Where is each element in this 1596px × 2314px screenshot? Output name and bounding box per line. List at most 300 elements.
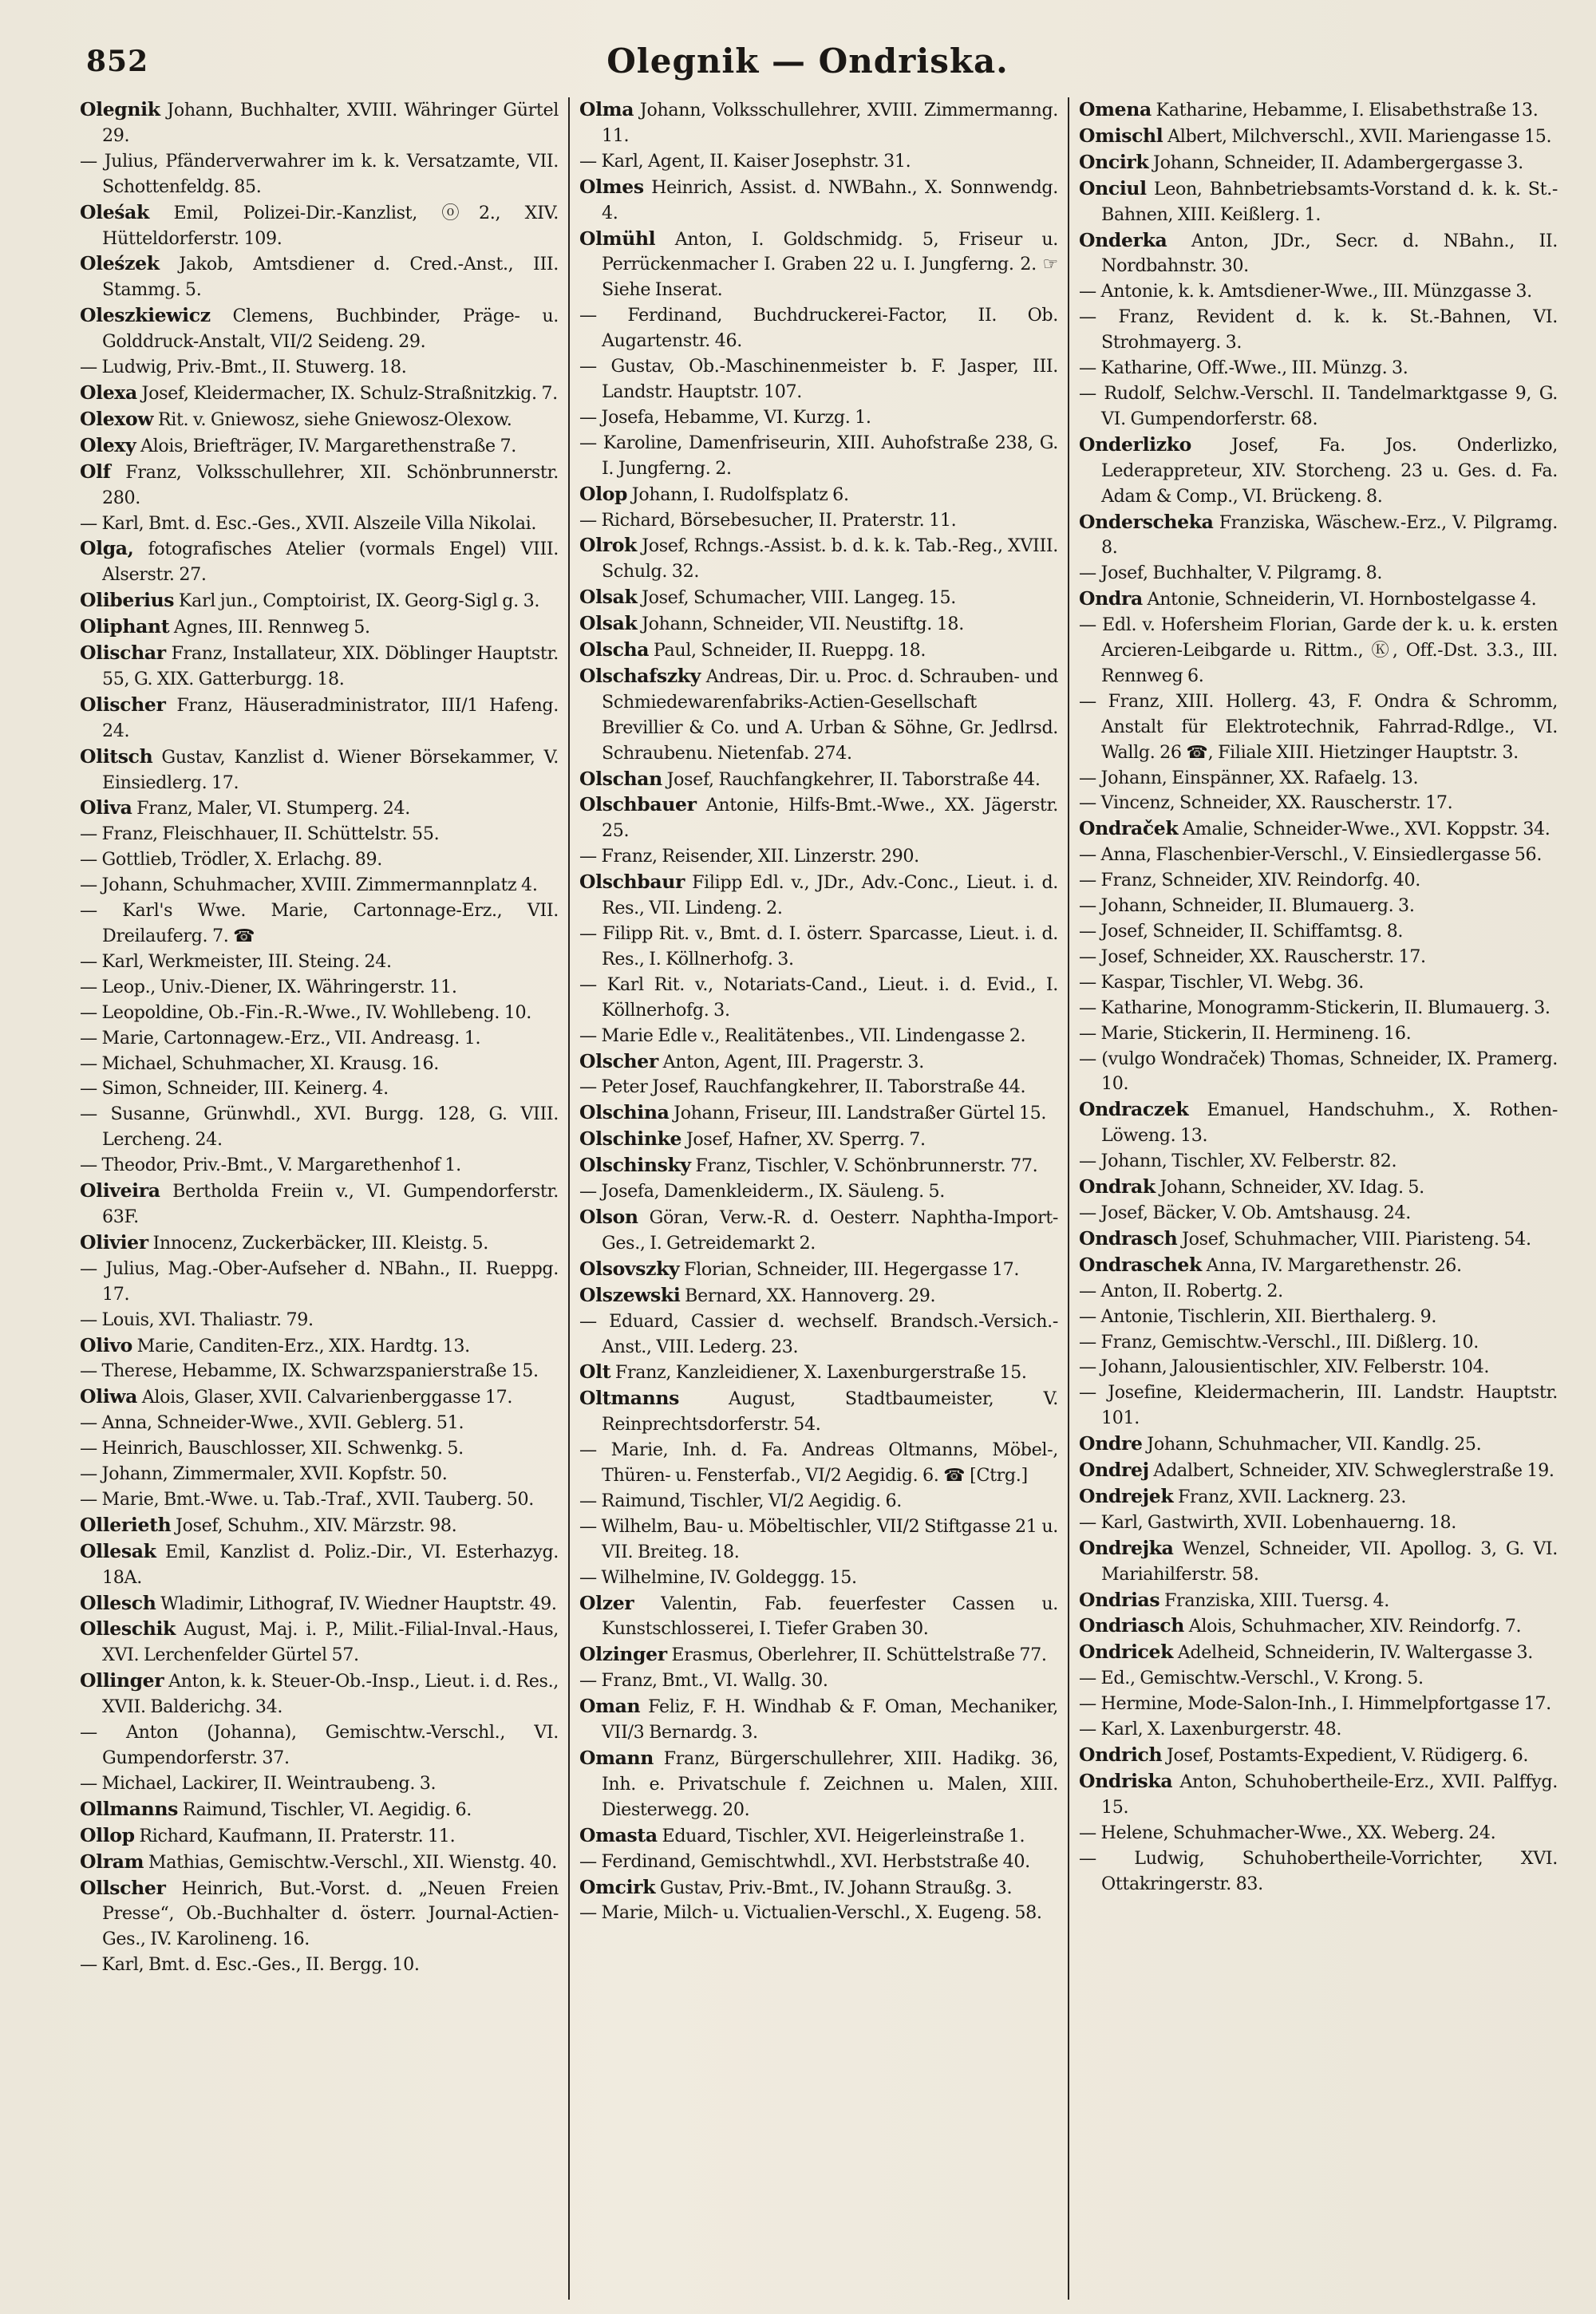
entry-text: Heinrich, But.-Vorst. d. „Neuen Freien Presse“, Ob.-Buchhalter d. österr. Journal-Actien-Ges., IV. Karolineng. 16. <box>102 1878 559 1950</box>
directory-entry <box>80 898 559 950</box>
entry-surname: Olschan <box>579 767 662 790</box>
entry-text: Josef, Schuhm., XIV. Märzstr. 98. <box>171 1514 457 1536</box>
directory-entry <box>80 588 559 614</box>
directory-entry <box>1079 1097 1558 1149</box>
entry-surname: Olram <box>80 1850 144 1873</box>
entry-text: Jakob, Amtsdiener d. Cred.-Anst., III. Stammg. 5. <box>102 254 559 301</box>
directory-entry <box>579 1901 1058 1926</box>
directory-entry <box>80 1333 559 1360</box>
directory-entry <box>579 1489 1058 1514</box>
directory-entry <box>1079 1330 1558 1356</box>
entry-text: — Susanne, Grünwhdl., XVI. Burgg. 128, G. VIII. Lercheng. 24. <box>80 1104 559 1151</box>
directory-entry <box>1079 868 1558 894</box>
entry-text: Amalie, Schneider-Wwe., XVI. Koppstr. 34. <box>1178 819 1551 840</box>
directory-entry <box>80 1876 559 1953</box>
directory-entry <box>1079 1536 1558 1588</box>
entry-text: — Louis, XVI. Thaliastr. 79. <box>80 1309 314 1330</box>
entry-text: — Franz, XIII. Hollerg. 43, F. Ondra & Schromm, Anstalt für Elektrotechnik, Fahrrad-Rdlge., VI. Wallg. 26 ☎, Filiale XIII. Hietzinger Hauptstr. 3. <box>1079 690 1558 763</box>
entry-surname: Ollesak <box>80 1539 156 1562</box>
entry-surname: Olscher <box>579 1049 658 1072</box>
directory-entry <box>579 1127 1058 1153</box>
directory-entry <box>579 922 1058 973</box>
entry-text: Antonie, Schneiderin, VI. Hornbostelgasse 4. <box>1142 589 1537 610</box>
entry-surname: Omcirk <box>579 1875 656 1898</box>
entry-text: — Karl, X. Laxenburgerstr. 48. <box>1079 1719 1342 1740</box>
directory-entry <box>579 1514 1058 1566</box>
entry-text: — Raimund, Tischler, VI/2 Aegidig. 6. <box>579 1490 902 1511</box>
entry-text: — Theodor, Priv.-Bmt., V. Margarethenhof 1. <box>80 1155 461 1176</box>
directory-entry <box>80 511 559 537</box>
entry-surname: Onderlizko <box>1079 432 1191 456</box>
directory-entry <box>1079 176 1558 228</box>
entry-text: — Katharine, Off.-Wwe., III. Münzg. 3. <box>1079 357 1408 379</box>
entry-text: — Johann, Tischler, XV. Felberstr. 82. <box>1079 1151 1397 1172</box>
directory-entry <box>579 482 1058 508</box>
entry-surname: Olschafszky <box>579 664 701 687</box>
directory-entry <box>1079 586 1558 613</box>
directory-entry <box>80 1052 559 1077</box>
directory-entry <box>579 1075 1058 1100</box>
entry-text: — Peter Josef, Rauchfangkehrer, II. Taborstraße 44. <box>579 1076 1026 1098</box>
entry-text: Bernard, XX. Hannoverg. 29. <box>680 1285 936 1306</box>
entry-surname: Oliwa <box>80 1385 138 1408</box>
directory-entry <box>1079 432 1558 510</box>
column-left <box>48 97 568 2300</box>
entry-text: Erasmus, Oberlehrer, II. Schüttelstraße 77. <box>666 1645 1047 1666</box>
entry-text: Raimund, Tischler, VI. Aegidig. 6. <box>178 1799 472 1820</box>
entry-text: — Edl. v. Hofersheim Florian, Garde der k. u. k. ersten Arcieren-Leibgarde u. Rittm., Ⓚ, Off.-Dst. 3.3., III. Rennweg 6. <box>1079 614 1558 686</box>
running-title: Olegnik — Ondriska. <box>606 41 1009 81</box>
directory-entry <box>579 405 1058 431</box>
directory-entry <box>579 149 1058 175</box>
entry-text: — Franz, Schneider, XIV. Reindorfg. 40. <box>1079 870 1420 891</box>
entry-text: — Marie, Milch- u. Victualien-Verschl., X. Eugeng. 58. <box>579 1902 1042 1924</box>
entry-text: — Gustav, Ob.-Maschinenmeister b. F. Jasper, III. Landstr. Hauptstr. 107. <box>579 356 1058 402</box>
entry-surname: Olschbaur <box>579 871 685 894</box>
entry-text: Wladimir, Lithograf, IV. Wiedner Hauptstr. 49. <box>156 1593 557 1614</box>
entry-text: — Marie, Inh. d. Fa. Andreas Oltmanns, Möbel-, Thüren- u. Fensterfab., VI/2 Aegidig. 6. ☎ [Ctrg.] <box>579 1439 1058 1487</box>
entry-text: Eduard, Tischler, XVI. Heigerleinstraße 1. <box>657 1825 1025 1846</box>
entry-text: — Franz, Reisender, XII. Linzerstr. 290. <box>579 846 919 867</box>
directory-entry <box>579 1386 1058 1438</box>
entry-text: Adalbert, Schneider, XIV. Schweglerstraße 19. <box>1148 1460 1555 1482</box>
entry-text: Feliz, F. H. Windhab & F. Oman, Mechaniker, VII/3 Bernardg. 3. <box>602 1696 1058 1743</box>
directory-entry <box>80 251 559 303</box>
directory-entry <box>579 1668 1058 1694</box>
entry-text: — Gottlieb, Trödler, X. Erlachg. 89. <box>80 849 382 871</box>
directory-entry <box>1079 689 1558 766</box>
entry-text: Anton, k. k. Steuer-Ob.-Insp., Lieut. i. d. Res., XVII. Balderichg. 34. <box>102 1671 559 1718</box>
entry-text: Andreas, Dir. u. Proc. d. Schrauben- und Schmiedewarenfabriks-Actien-Gesellschaft Brevillier & Co. und A. Urban & Söhne, Gr. Jedlrsd. Schraubenu. Nietenfab. 274. <box>602 665 1058 764</box>
entry-text: Franziska, Wäschew.-Erz., V. Pilgramg. 8. <box>1101 511 1558 559</box>
entry-text: — Vincenz, Schneider, XX. Rauscherstr. 17. <box>1079 792 1453 814</box>
directory-entry <box>579 1566 1058 1591</box>
entry-text: Franz, Tischler, V. Schönbrunnerstr. 77. <box>690 1155 1038 1177</box>
entry-text: Johann, Buchhalter, XVIII. Währinger Gürtel 29. <box>102 100 559 146</box>
directory-entry <box>1079 1484 1558 1510</box>
entry-text: Johann, Friseur, III. Landstraßer Gürtel 15. <box>669 1103 1047 1124</box>
entry-text: Johann, I. Rudolfsplatz 6. <box>627 484 849 505</box>
directory-entry <box>579 1179 1058 1205</box>
entry-text: Filipp Edl. v., JDr., Adv.-Conc., Lieut. i. d. Res., VII. Lindeng. 2. <box>602 872 1058 919</box>
directory-entry <box>80 1720 559 1771</box>
directory-entry <box>579 1746 1058 1823</box>
entry-surname: Ollmanns <box>80 1797 179 1820</box>
directory-entry <box>1079 1588 1558 1614</box>
directory-entry <box>80 1668 559 1720</box>
entry-text: — Franz, Revident d. k. k. St.-Bahnen, VI. Strohmayerg. 3. <box>1079 306 1558 353</box>
entry-text: — Marie, Stickerin, II. Hermineng. 16. <box>1079 1022 1412 1044</box>
entry-surname: Olleschik <box>80 1617 176 1641</box>
entry-text: August, Maj. i. P., Milit.-Filial-Inval.-Haus, XVI. Lerchenfelder Gürtel 57. <box>102 1619 559 1666</box>
directory-entry <box>80 97 559 149</box>
columns <box>48 97 1567 2300</box>
entry-text: — Michael, Schuhmacher, XI. Krausg. 16. <box>80 1052 439 1074</box>
entry-surname: Ondrej <box>1079 1459 1149 1482</box>
entry-text: — (vulgo Wondraček) Thomas, Schneider, IX. Pramerg. 10. <box>1079 1048 1558 1095</box>
directory-entry <box>80 873 559 898</box>
entry-surname: Olscha <box>579 638 650 661</box>
directory-entry <box>1079 613 1558 689</box>
directory-entry <box>579 1100 1058 1127</box>
directory-entry <box>80 1953 559 1978</box>
entry-text: Adelheid, Schneiderin, IV. Waltergasse 3. <box>1173 1642 1533 1664</box>
directory-entry <box>80 1359 559 1384</box>
entry-text: — Wilhelmine, IV. Goldeggg. 15. <box>579 1566 857 1588</box>
entry-text: — Karoline, Damenfriseurin, XIII. Auhofstraße 238, G. I. Jungferng. 2. <box>579 432 1058 479</box>
entry-text: — Johann, Schneider, II. Blumauerg. 3. <box>1079 895 1415 917</box>
directory-entry <box>1079 1510 1558 1536</box>
directory-entry <box>80 407 559 433</box>
entry-text: Franz, Häuseradministrator, III/1 Hafeng. 24. <box>102 694 559 741</box>
entry-surname: Olszewski <box>579 1283 681 1306</box>
entry-surname: Oliveira <box>80 1179 160 1202</box>
directory-entry <box>579 1823 1058 1850</box>
entry-text: Agnes, III. Rennweg 5. <box>169 617 370 638</box>
entry-text: Katharine, Hebamme, I. Elisabethstraße 13. <box>1151 100 1539 120</box>
entry-surname: Ondra <box>1079 587 1143 610</box>
entry-text: — Rudolf, Selchw.-Verschl. II. Tandelmarktgasse 9, G. VI. Gumpendorferstr. 68. <box>1079 382 1558 429</box>
entry-text: Josef, Kleidermacher, IX. Schulz-Straßnitzkig. 7. <box>136 382 558 404</box>
entry-text: — Ludwig, Priv.-Bmt., II. Stuwerg. 18. <box>80 357 407 378</box>
entry-surname: Oleśzek <box>80 252 160 275</box>
entry-surname: Ondricek <box>1079 1641 1174 1664</box>
entry-surname: Olexy <box>80 433 136 456</box>
directory-entry <box>1079 1279 1558 1305</box>
entry-surname: Ollerieth <box>80 1513 172 1536</box>
directory-entry <box>1079 1613 1558 1640</box>
directory-entry <box>80 1179 559 1230</box>
directory-entry <box>579 508 1058 534</box>
entry-text: — Filipp Rit. v., Bmt. d. I. österr. Sparcasse, Lieut. i. d. Res., I. Köllnerhofg. 3. <box>579 923 1058 969</box>
entry-text: — Johann, Schuhmacher, XVIII. Zimmermannplatz 4. <box>80 875 538 896</box>
entry-text: — Karl, Agent, II. Kaiser Josephstr. 31. <box>579 150 911 172</box>
directory-entry <box>579 97 1058 149</box>
entry-text: Bertholda Freiin v., VI. Gumpendorferstr. 63F. <box>102 1181 559 1227</box>
entry-text: Gustav, Priv.-Bmt., IV. Johann Straußg. 3. <box>655 1877 1013 1898</box>
directory-entry <box>80 460 559 511</box>
entry-text: Innocenz, Zuckerbäcker, III. Kleistg. 5. <box>148 1232 488 1254</box>
entry-text: — Katharine, Monogramm-Stickerin, II. Blumauerg. 3. <box>1079 997 1551 1018</box>
directory-entry <box>1079 1253 1558 1279</box>
entry-text: Franz, Bürgerschullehrer, XIII. Hadikg. 36, Inh. e. Privatschule f. Zeichnen u. Malen, XIII. Diesterwegg. 20. <box>602 1748 1058 1820</box>
directory-entry <box>80 536 559 588</box>
directory-entry <box>579 1591 1058 1643</box>
directory-entry <box>80 381 559 407</box>
entry-text: Johann, Volksschullehrer, XVIII. Zimmermanng. 11. <box>602 100 1058 146</box>
directory-entry <box>80 1591 559 1617</box>
entry-text: — Julius, Mag.-Ober-Aufseher d. NBahn., II. Rueppg. 17. <box>80 1258 559 1305</box>
directory-entry <box>80 1257 559 1308</box>
directory-entry <box>579 175 1058 227</box>
directory-entry <box>1079 510 1558 562</box>
column-middle <box>568 97 1068 2300</box>
directory-entry <box>579 533 1058 585</box>
entry-text: Göran, Verw.-R. d. Oesterr. Naphtha-Import-Ges., I. Getreidemarkt 2. <box>602 1206 1058 1254</box>
directory-entry <box>80 641 559 693</box>
entry-surname: Ondrejek <box>1079 1484 1174 1507</box>
entry-text: Johann, Schneider, II. Adambergergasse 3. <box>1148 152 1523 173</box>
directory-entry <box>579 1438 1058 1489</box>
directory-entry <box>1079 1458 1558 1484</box>
entry-text: Florian, Schneider, III. Hegergasse 17. <box>679 1258 1020 1280</box>
directory-entry <box>1079 791 1558 816</box>
entry-surname: Oman <box>579 1695 641 1718</box>
entry-text: — Karl, Gastwirth, XVII. Lobenhauerng. 18. <box>1079 1511 1457 1533</box>
entry-text: — Michael, Lackirer, II. Weintraubeng. 3. <box>80 1772 437 1794</box>
entry-surname: Oleśak <box>80 200 149 223</box>
entry-text: Anton, Schuhoberthеile-Erz., XVII. Palffyg. 15. <box>1101 1771 1558 1818</box>
entry-surname: Olga, <box>80 537 134 560</box>
entry-surname: Olop <box>579 482 628 505</box>
directory-entry <box>1079 1692 1558 1717</box>
directory-entry <box>80 1076 559 1102</box>
entry-surname: Olschbauer <box>579 793 697 816</box>
directory-entry <box>80 847 559 873</box>
entry-text: Anna, IV. Margarethenstr. 26. <box>1201 1254 1462 1276</box>
entry-surname: Olsak <box>579 586 638 609</box>
entry-surname: Olitsch <box>80 744 153 768</box>
entry-text: Josef, Rchngs.-Assist. b. d. k. k. Tab.-Reg., XVIII. Schulg. 32. <box>602 535 1058 582</box>
directory-entry <box>80 1411 559 1436</box>
entry-surname: Olrok <box>579 534 637 557</box>
directory-entry <box>1079 1201 1558 1226</box>
directory-entry <box>80 1797 559 1823</box>
entry-text: — Helene, Schuhmacher-Wwe., XX. Weberg. 24. <box>1079 1822 1496 1843</box>
directory-entry <box>80 975 559 1001</box>
entry-surname: Olegnik <box>80 98 160 120</box>
entry-text: Johann, Schneider, XV. Idag. 5. <box>1155 1177 1424 1198</box>
entry-surname: Onciul <box>1079 176 1147 199</box>
entry-surname: Olf <box>80 460 111 483</box>
entry-surname: Oleszkiewicz <box>80 304 211 327</box>
entry-text: — Johann, Einspänner, XX. Rafaelg. 13. <box>1079 767 1419 788</box>
directory-entry <box>579 585 1058 611</box>
entry-text: Marie, Canditen-Erz., XIX. Hardtg. 13. <box>132 1335 470 1356</box>
entry-text: — Eduard, Cassier d. wechself. Brandsch.-Versich.-Anst., VIII. Lederg. 23. <box>579 1310 1058 1357</box>
directory-entry <box>80 355 559 381</box>
entry-text: — Ed., Gemischtw.-Verschl., V. Krong. 5. <box>1079 1668 1424 1689</box>
entry-text: — Karl, Bmt. d. Esc.-Ges., XVII. Alszeile Villa Nikolai. <box>80 512 537 534</box>
page-number: 852 <box>86 45 149 78</box>
directory-entry <box>80 1230 559 1257</box>
directory-entry <box>80 1384 559 1411</box>
entry-surname: Ollesch <box>80 1591 156 1614</box>
directory-entry <box>1079 970 1558 996</box>
directory-entry <box>1079 1431 1558 1458</box>
entry-surname: Olma <box>579 98 634 120</box>
directory-entry <box>1079 1226 1558 1253</box>
entry-text: Alois, Briefträger, IV. Margarethenstraße 7. <box>136 435 517 456</box>
entry-text: — Johann, Jalousientischler, XIV. Felberstr. 104. <box>1079 1356 1490 1378</box>
directory-entry <box>579 1257 1058 1283</box>
directory-entry <box>80 1823 559 1850</box>
entry-text: — Karl, Bmt. d. Esc.-Ges., II. Bergg. 10. <box>80 1954 420 1976</box>
directory-entry <box>80 1308 559 1333</box>
entry-text: Clemens, Buchbinder, Präge- u. Golddruck-Anstalt, VII/2 Seideng. 29. <box>102 306 559 353</box>
entry-text: — Karl, Werkmeister, III. Steing. 24. <box>80 950 392 972</box>
entry-surname: Ondriska <box>1079 1769 1173 1792</box>
entry-surname: Olischar <box>80 642 166 665</box>
directory-entry <box>1079 1666 1558 1692</box>
entry-text: Josef, Rauchfangkehrer, II. Taborstraße 44. <box>662 768 1041 790</box>
directory-entry <box>80 1102 559 1153</box>
entry-text: — Marie Edle v., Realitätenbes., VII. Lindengasse 2. <box>579 1025 1026 1046</box>
entry-text: Josef, Postamts-Expedient, V. Rüdigerg. 6. <box>1162 1745 1529 1766</box>
directory-entry <box>80 1617 559 1668</box>
entry-text: Emanuel, Handschuhm., X. Rothen-Löweng. 13. <box>1101 1100 1558 1147</box>
entry-text: — Ludwig, Schuhobertheile-Vorrichter, XVI. Ottakringerstr. 83. <box>1079 1847 1558 1894</box>
directory-entry <box>1079 816 1558 843</box>
directory-entry <box>1079 1846 1558 1897</box>
directory-entry <box>1079 1305 1558 1330</box>
entry-surname: Oliberius <box>80 589 175 612</box>
entry-text: Franz, Volksschullehrer, XII. Schönbrunnerstr. 280. <box>102 461 559 508</box>
entry-text: Mathias, Gemischtw.-Verschl., XII. Wienstg. 40. <box>144 1851 557 1873</box>
directory-entry <box>80 1026 559 1052</box>
entry-surname: Ondre <box>1079 1432 1143 1455</box>
entry-surname: Ondraček <box>1079 817 1179 840</box>
directory-entry <box>1079 996 1558 1021</box>
entry-surname: Olmühl <box>579 227 656 250</box>
directory-entry <box>1079 843 1558 868</box>
directory-entry <box>579 303 1058 354</box>
directory-entry <box>1079 1047 1558 1098</box>
entry-text: Gustav, Kanzlist d. Wiener Börsekammer, V. Einsiedlerg. 17. <box>102 746 559 793</box>
entry-text: — Anna, Flaschenbier-Verschl., V. Einsiedlergasse 56. <box>1079 844 1543 866</box>
entry-surname: Olt <box>579 1360 611 1384</box>
entry-text: Valentin, Fab. feuerfester Cassen u. Kunstschlosserei, I. Tiefer Graben 30. <box>602 1593 1058 1640</box>
directory-entry <box>1079 124 1558 150</box>
entry-text: — Josef, Schneider, XX. Rauscherstr. 17. <box>1079 946 1426 967</box>
directory-entry <box>1079 1640 1558 1666</box>
entry-text: — Leop., Univ.-Diener, IX. Währingerstr. 11. <box>80 976 457 997</box>
directory-entry <box>80 796 559 822</box>
directory-entry <box>80 1462 559 1487</box>
entry-text: — Johann, Zimmermaler, XVII. Kopfstr. 50. <box>80 1463 448 1485</box>
directory-entry <box>579 664 1058 767</box>
directory-entry <box>579 1875 1058 1901</box>
entry-text: fotografisches Atelier (vormals Engel) VIII. Alserstr. 27. <box>102 539 559 586</box>
entry-text: — Josefa, Damenkleiderm., IX. Säuleng. 5. <box>579 1181 945 1202</box>
entry-text: — Karl's Wwe. Marie, Cartonnage-Erz., VII. Dreilauferg. 7. ☎ <box>80 900 559 946</box>
entry-text: — Josefa, Hebamme, VI. Kurzg. 1. <box>579 406 871 428</box>
entry-text: Josef, Schumacher, VIII. Langeg. 15. <box>637 587 956 609</box>
entry-surname: Ollscher <box>80 1876 166 1899</box>
directory-entry <box>80 693 559 744</box>
directory-entry <box>579 354 1058 405</box>
entry-surname: Olschinsky <box>579 1154 691 1177</box>
directory-entry <box>579 1049 1058 1076</box>
entry-surname: Oncirk <box>1079 150 1149 173</box>
entry-text: Alois, Schuhmacher, XIV. Reindorfg. 7. <box>1184 1616 1522 1637</box>
directory-entry <box>80 1436 559 1462</box>
directory-entry <box>80 149 559 200</box>
entry-surname: Ondrias <box>1079 1588 1160 1611</box>
entry-surname: Olson <box>579 1205 638 1228</box>
entry-surname: Olexa <box>80 381 137 404</box>
directory-entry <box>579 792 1058 844</box>
entry-text: Franziska, XIII. Tuersg. 4. <box>1159 1589 1389 1611</box>
entry-text: Anton, Agent, III. Pragerstr. 3. <box>658 1051 924 1072</box>
directory-entry <box>80 950 559 975</box>
directory-entry <box>1079 1717 1558 1743</box>
directory-entry <box>1079 1355 1558 1380</box>
entry-text: — Julius, Pfänderverwahrer im k. k. Versatzamte, VII. Schottenfeldg. 85. <box>80 150 559 197</box>
entry-surname: Olschinke <box>579 1127 682 1151</box>
entry-text: — Marie, Bmt.-Wwe. u. Tab.-Traf., XVII. Tauberg. 50. <box>80 1488 535 1510</box>
entry-text: Johann, Schneider, VII. Neustiftg. 18. <box>637 614 964 635</box>
entry-surname: Oltmanns <box>579 1387 679 1410</box>
entry-surname: Oliva <box>80 796 132 819</box>
entry-text: Wenzel, Schneider, VII. Apollog. 3, G. VI. Mariahilferstr. 58. <box>1101 1538 1558 1585</box>
directory-entry <box>80 433 559 460</box>
entry-text: — Franz, Fleischhauer, II. Schüttelstr. 55. <box>80 823 440 845</box>
entry-text: Franz, Maler, VI. Stumperg. 24. <box>132 798 410 819</box>
directory-entry <box>1079 1769 1558 1821</box>
entry-surname: Olschina <box>579 1101 670 1124</box>
entry-text: — Kaspar, Tischler, VI. Webg. 36. <box>1079 971 1364 993</box>
entry-text: Anton, JDr., Secr. d. NBahn., II. Nordbahnstr. 30. <box>1101 230 1558 277</box>
entry-surname: Ondrak <box>1079 1175 1156 1198</box>
entry-text: — Anton (Johanna), Gemischtw.-Verschl., VI. Gumpendorferstr. 37. <box>80 1722 559 1768</box>
entry-text: — Richard, Börsebesucher, II. Praterstr. 11. <box>579 509 957 531</box>
entry-surname: Oliphant <box>80 615 170 638</box>
entry-text: — Antonie, Tischlerin, XII. Bierthalerg. 9. <box>1079 1305 1437 1327</box>
entry-surname: Ollinger <box>80 1669 164 1692</box>
entry-text: Josef, Schuhmacher, VIII. Piaristeng. 54. <box>1177 1228 1531 1250</box>
entry-surname: Olexow <box>80 407 154 430</box>
directory-entry <box>1079 1149 1558 1175</box>
directory-entry <box>80 1850 559 1876</box>
entry-surname: Ondrejka <box>1079 1536 1174 1559</box>
entry-text: Anton, I. Goldschmidg. 5, Friseur u. Perrückenmacher I. Graben 22 u. I. Jungferng. 2. ☞ Siehe Inserat. <box>602 228 1058 301</box>
entry-text: Paul, Schneider, II. Rueppg. 18. <box>649 640 926 661</box>
entry-text: — Karl Rit. v., Notariats-Cand., Lieut. i. d. Evid., I. Köllnerhofg. 3. <box>579 973 1058 1021</box>
directory-entry <box>80 1513 559 1539</box>
entry-text: August, Stadtbaumeister, V. Reinprechtsdorferstr. 54. <box>602 1388 1058 1435</box>
directory-entry <box>1079 305 1558 356</box>
directory-entry <box>1079 1821 1558 1846</box>
entry-text: Franz, Kanzleidiener, X. Laxenburgerstraße 15. <box>610 1362 1027 1384</box>
entry-surname: Olzinger <box>579 1643 667 1666</box>
entry-text: — Hermine, Mode-Salon-Inh., I. Himmelpfortgasse 17. <box>1079 1693 1551 1715</box>
directory-entry <box>1079 381 1558 432</box>
directory-entry <box>579 1153 1058 1179</box>
entry-text: Franz, Installateur, XIX. Döblinger Hauptstr. 55, G. XIX. Gatterburgg. 18. <box>102 643 559 689</box>
directory-entry <box>1079 766 1558 792</box>
entry-surname: Omasta <box>579 1823 658 1846</box>
